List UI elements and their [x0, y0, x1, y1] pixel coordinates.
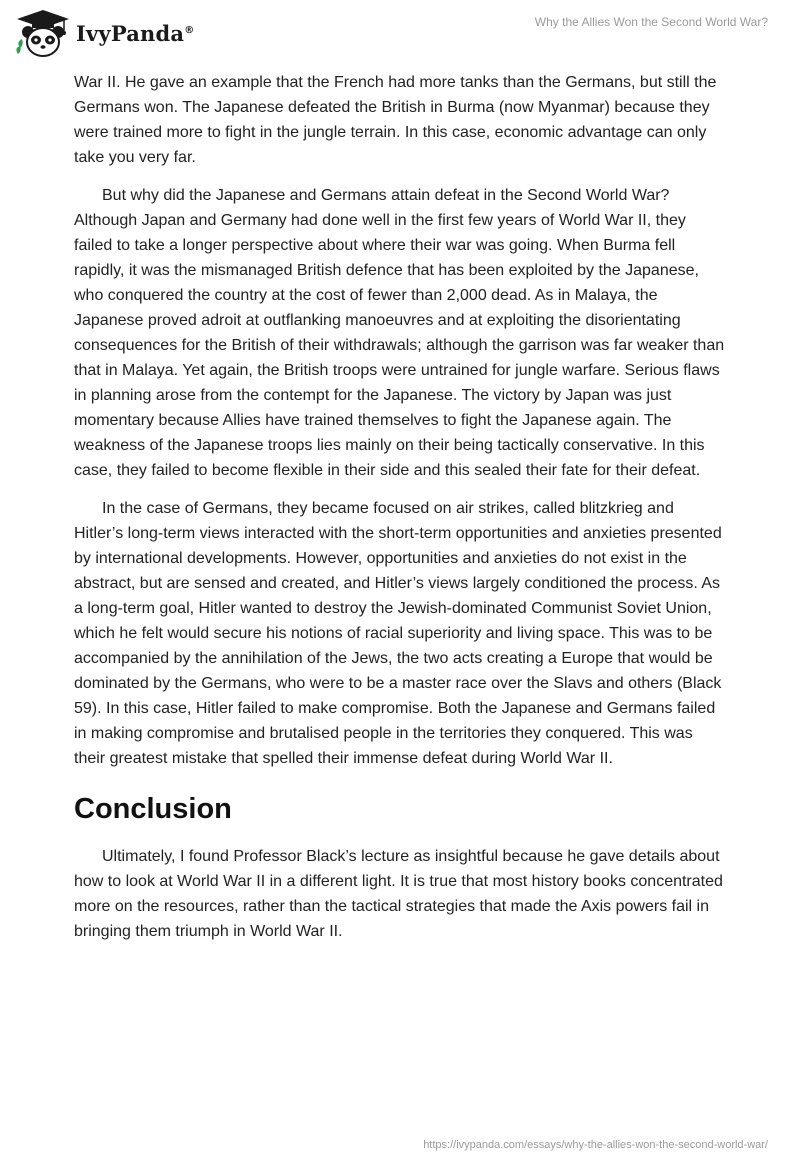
paragraph: But why did the Japanese and Germans attain defeat in the Second World War? Although Japan and Germany had done well in the first few years of World War II, they failed to take a longer perspective about where their war was going. When Burma fell rapidly, it was the mismanaged British defence that has been exploited by the Japanese, who conquered the country at the cost of fewer than 2,000 dead. As in Malaya, the Japanese proved adroit at outflanking manoeuvres and at exploiting the disorientating consequences for the British of their withdrawals; although the garrison was far weaker than that in Malaya. Yet again, the British troops were untrained for jungle warfare. Serious flaws in planning arose from the contempt for the Japanese. The victory by Japan was just momentary because Allies have trained themselves to fight the Japanese again. The weakness of the Japanese troops lies mainly on their being tactically conservative. In this case, they failed to become flexible in their side and this sealed their fate for their defeat.	[74, 187, 725, 479]
page-header	[0, 0, 800, 62]
conclusion-heading: Conclusion	[74, 793, 232, 825]
source-url[interactable]: https://ivypanda.com/essays/why-the-allies-won-the-second-world-war/	[423, 1139, 768, 1151]
paragraph: In the case of Germans, they became focused on air strikes, called blitzkrieg and Hitler’s long-term views interacted with the short-term opportunities and anxieties presented by international developments. However, opportunities and anxieties do not exist in the abstract, but are sensed and created, and Hitler’s views largely conditioned the process. As a long-term goal, Hitler wanted to destroy the Jewish-dominated Communist Soviet Union, which he felt would secure his notions of racial superiority and living space. This was to be accompanied by the annihilation of the Jews, the two acts creating a Europe that would be dominated by the Germans, who were to be a master race over the Slavs and others (Black 59). In this case, Hitler failed to make compromise. Both the Japanese and Germans failed in making compromise and brutalised people in the territories they conquered. This was their greatest mistake that spelled their immense defeat during World War II.	[74, 500, 722, 767]
conclusion-paragraph: Ultimately, I found Professor Black’s lecture as insightful because he gave details about how to look at World War II in a different light. It is true that most history books concentrated more on the resources, rather than the tactical strategies that made the Axis powers fail in bringing them triumph in World War II.	[74, 848, 723, 940]
registered-mark: ®	[184, 24, 195, 36]
document-title: Why the Allies Won the Second World War?	[534, 15, 768, 29]
logo[interactable]	[14, 8, 194, 58]
panda-graduate-icon	[14, 8, 72, 58]
logo-text: IvyPanda®	[76, 20, 195, 46]
essay-content	[74, 70, 726, 957]
paragraph-continued: War II. He gave an example that the French had more tanks than the Germans, but still the Germans won. The Japanese defeated the British in Burma (now Myanmar) because they were trained more to fight in the jungle terrain. In this case, economic advantage can only take you very far.	[74, 74, 717, 166]
